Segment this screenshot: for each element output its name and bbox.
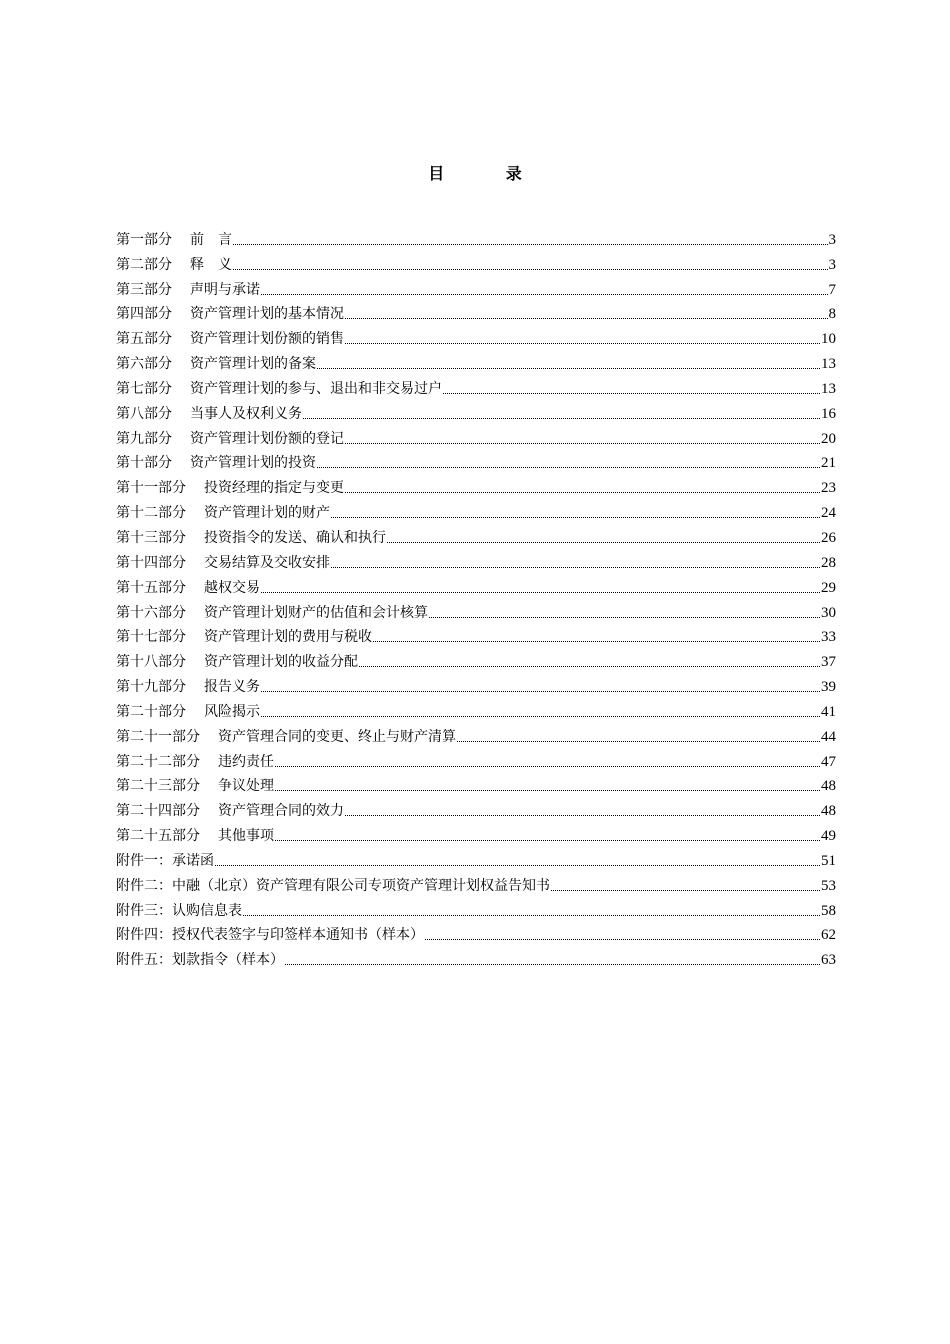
toc-entry[interactable] [116, 821, 836, 846]
toc-entry-part: 附件二： [116, 877, 172, 894]
toc-entry-part: 第八部分 [116, 405, 172, 422]
table-of-contents [116, 225, 836, 970]
toc-entry-title: 资产管理合同的变更、终止与财产清算 [218, 728, 456, 745]
toc-entry-page-number: 29 [821, 579, 836, 596]
toc-entry-page-number: 21 [821, 455, 836, 472]
toc-dot-leader [345, 492, 820, 493]
toc-entry-part: 第二部分 [116, 256, 172, 273]
toc-entry-page-number: 13 [821, 356, 836, 373]
toc-entry-title: 资产管理计划份额的登记 [190, 430, 344, 447]
toc-dot-leader [551, 890, 820, 891]
toc-entry-title: 资产管理计划的备案 [190, 356, 316, 373]
toc-entry-title: 划款指令（样本） [172, 952, 284, 969]
toc-entry-page-number: 44 [821, 728, 836, 745]
toc-entry[interactable] [116, 796, 836, 821]
toc-entry-part: 第十四部分 [116, 554, 186, 571]
toc-entry-part: 附件一： [116, 852, 172, 869]
toc-entry[interactable] [116, 722, 836, 747]
toc-entry-part: 第二十二部分 [116, 753, 200, 770]
toc-entry-title: 资产管理计划的费用与税收 [204, 629, 372, 646]
toc-dot-leader [233, 244, 828, 245]
page-title: 目 录 [428, 164, 550, 183]
toc-dot-leader [303, 418, 820, 419]
toc-entry-part: 第一部分 [116, 231, 172, 248]
toc-dot-leader [285, 964, 820, 965]
toc-dot-leader [275, 790, 820, 791]
toc-entry-page-number: 10 [821, 331, 836, 348]
toc-entry[interactable] [116, 921, 836, 946]
toc-dot-leader [345, 343, 820, 344]
toc-entry-title: 资产管理计划财产的估值和会计核算 [204, 604, 428, 621]
toc-entry-page-number: 63 [821, 952, 836, 969]
toc-entry-part: 第九部分 [116, 430, 172, 447]
toc-entry-title: 投资经理的指定与变更 [204, 480, 344, 497]
toc-entry-title: 其他事项 [218, 828, 274, 845]
toc-entry-page-number: 3 [828, 231, 836, 248]
toc-entry[interactable] [116, 424, 836, 449]
toc-entry[interactable] [116, 647, 836, 672]
toc-entry-part: 第三部分 [116, 281, 172, 298]
toc-entry-page-number: 62 [821, 927, 836, 944]
toc-dot-leader [233, 269, 828, 270]
toc-entry-page-number: 48 [821, 803, 836, 820]
toc-dot-leader [345, 443, 820, 444]
toc-entry-page-number: 33 [821, 629, 836, 646]
toc-entry-title: 投资指令的发送、确认和执行 [204, 529, 386, 546]
toc-entry-page-number: 41 [821, 703, 836, 720]
toc-entry-title: 资产管理合同的效力 [218, 803, 344, 820]
toc-entry-title: 当事人及权利义务 [190, 405, 302, 422]
toc-entry-page-number: 49 [821, 828, 836, 845]
toc-entry-page-number: 51 [821, 852, 836, 869]
toc-entry-page-number: 20 [821, 430, 836, 447]
toc-dot-leader [317, 368, 820, 369]
toc-entry-page-number: 8 [828, 306, 836, 323]
toc-dot-leader [345, 815, 820, 816]
toc-dot-leader [429, 617, 820, 618]
toc-entry-title: 认购信息表 [172, 902, 242, 919]
toc-entry-part: 第十八部分 [116, 654, 186, 671]
toc-entry[interactable] [116, 300, 836, 325]
toc-entry-title: 资产管理计划的参与、退出和非交易过户 [190, 380, 442, 397]
toc-entry-page-number: 47 [821, 753, 836, 770]
toc-entry-title: 违约责任 [218, 753, 274, 770]
toc-entry-part: 第六部分 [116, 356, 172, 373]
toc-dot-leader [331, 567, 820, 568]
toc-entry[interactable] [116, 846, 836, 871]
toc-entry-part: 第十九部分 [116, 679, 186, 696]
toc-entry[interactable] [116, 399, 836, 424]
toc-entry-part: 第二十五部分 [116, 828, 200, 845]
toc-entry-title: 资产管理计划的收益分配 [204, 654, 358, 671]
toc-entry[interactable] [116, 548, 836, 573]
toc-dot-leader [261, 691, 820, 692]
toc-entry-part: 第二十部分 [116, 703, 186, 720]
toc-entry-part: 第二十三部分 [116, 778, 200, 795]
toc-entry-part: 附件三： [116, 902, 172, 919]
toc-entry[interactable] [116, 225, 836, 250]
toc-entry[interactable] [116, 672, 836, 697]
toc-entry[interactable] [116, 871, 836, 896]
toc-entry[interactable] [116, 945, 836, 970]
toc-entry-part: 第十六部分 [116, 604, 186, 621]
toc-dot-leader [359, 666, 820, 667]
toc-entry-part: 第十三部分 [116, 529, 186, 546]
toc-entry-page-number: 53 [821, 877, 836, 894]
toc-entry-part: 第四部分 [116, 306, 172, 323]
toc-entry-part: 第十一部分 [116, 480, 186, 497]
toc-entry-part: 第五部分 [116, 331, 172, 348]
toc-entry[interactable] [116, 473, 836, 498]
toc-entry-page-number: 26 [821, 529, 836, 546]
toc-entry-part: 附件四： [116, 927, 172, 944]
toc-entry[interactable] [116, 573, 836, 598]
toc-dot-leader [387, 542, 820, 543]
toc-dot-leader [317, 467, 820, 468]
toc-entry-title: 授权代表签字与印签样本通知书（样本） [172, 927, 424, 944]
toc-dot-leader [275, 840, 820, 841]
toc-entry-page-number: 23 [821, 480, 836, 497]
toc-dot-leader [457, 741, 820, 742]
toc-entry[interactable] [116, 498, 836, 523]
toc-entry-part: 附件五： [116, 952, 172, 969]
toc-entry-title: 资产管理计划的投资 [190, 455, 316, 472]
toc-entry-title: 资产管理计划的财产 [204, 505, 330, 522]
toc-entry[interactable] [116, 275, 836, 300]
toc-entry-page-number: 3 [828, 256, 836, 273]
toc-entry-part: 第十五部分 [116, 579, 186, 596]
toc-entry[interactable] [116, 623, 836, 648]
toc-entry[interactable] [116, 349, 836, 374]
toc-entry[interactable] [116, 449, 836, 474]
toc-entry-title: 承诺函 [172, 852, 214, 869]
toc-entry-part: 第二十一部分 [116, 728, 200, 745]
toc-entry-title: 争议处理 [218, 778, 274, 795]
toc-dot-leader [215, 865, 820, 866]
toc-entry-page-number: 24 [821, 505, 836, 522]
toc-dot-leader [425, 939, 820, 940]
toc-entry[interactable] [116, 747, 836, 772]
toc-entry-title: 报告义务 [204, 679, 260, 696]
toc-entry-page-number: 48 [821, 778, 836, 795]
toc-entry-title: 前 言 [190, 231, 232, 248]
toc-entry-part: 第十部分 [116, 455, 172, 472]
toc-entry-title: 中融（北京）资产管理有限公司专项资产管理计划权益告知书 [172, 877, 550, 894]
toc-entry-title: 资产管理计划的基本情况 [190, 306, 344, 323]
toc-entry[interactable] [116, 697, 836, 722]
toc-dot-leader [261, 716, 820, 717]
toc-entry-part: 第十七部分 [116, 629, 186, 646]
toc-entry-title: 风险揭示 [204, 703, 260, 720]
toc-entry-page-number: 13 [821, 380, 836, 397]
toc-dot-leader [331, 517, 820, 518]
toc-entry[interactable] [116, 598, 836, 623]
toc-dot-leader [345, 318, 828, 319]
toc-entry-part: 第十二部分 [116, 505, 186, 522]
toc-entry-title: 资产管理计划份额的销售 [190, 331, 344, 348]
toc-entry[interactable] [116, 896, 836, 921]
toc-entry-title: 越权交易 [204, 579, 260, 596]
toc-entry[interactable] [116, 324, 836, 349]
toc-dot-leader [261, 294, 828, 295]
toc-entry-part: 第二十四部分 [116, 803, 200, 820]
toc-entry-page-number: 16 [821, 405, 836, 422]
toc-dot-leader [275, 766, 820, 767]
toc-entry-title: 交易结算及交收安排 [204, 554, 330, 571]
toc-entry-page-number: 37 [821, 654, 836, 671]
toc-entry-part: 第七部分 [116, 380, 172, 397]
toc-dot-leader [373, 641, 820, 642]
toc-entry-page-number: 28 [821, 554, 836, 571]
toc-entry[interactable] [116, 523, 836, 548]
toc-entry[interactable] [116, 374, 836, 399]
toc-dot-leader [443, 393, 820, 394]
toc-entry[interactable] [116, 250, 836, 275]
toc-dot-leader [243, 915, 820, 916]
toc-entry-page-number: 39 [821, 679, 836, 696]
toc-entry-title: 声明与承诺 [190, 281, 260, 298]
toc-dot-leader [261, 592, 820, 593]
toc-entry-page-number: 30 [821, 604, 836, 621]
toc-entry-page-number: 7 [828, 281, 836, 298]
toc-entry-title: 释 义 [190, 256, 232, 273]
toc-entry[interactable] [116, 772, 836, 797]
toc-entry-page-number: 58 [821, 902, 836, 919]
